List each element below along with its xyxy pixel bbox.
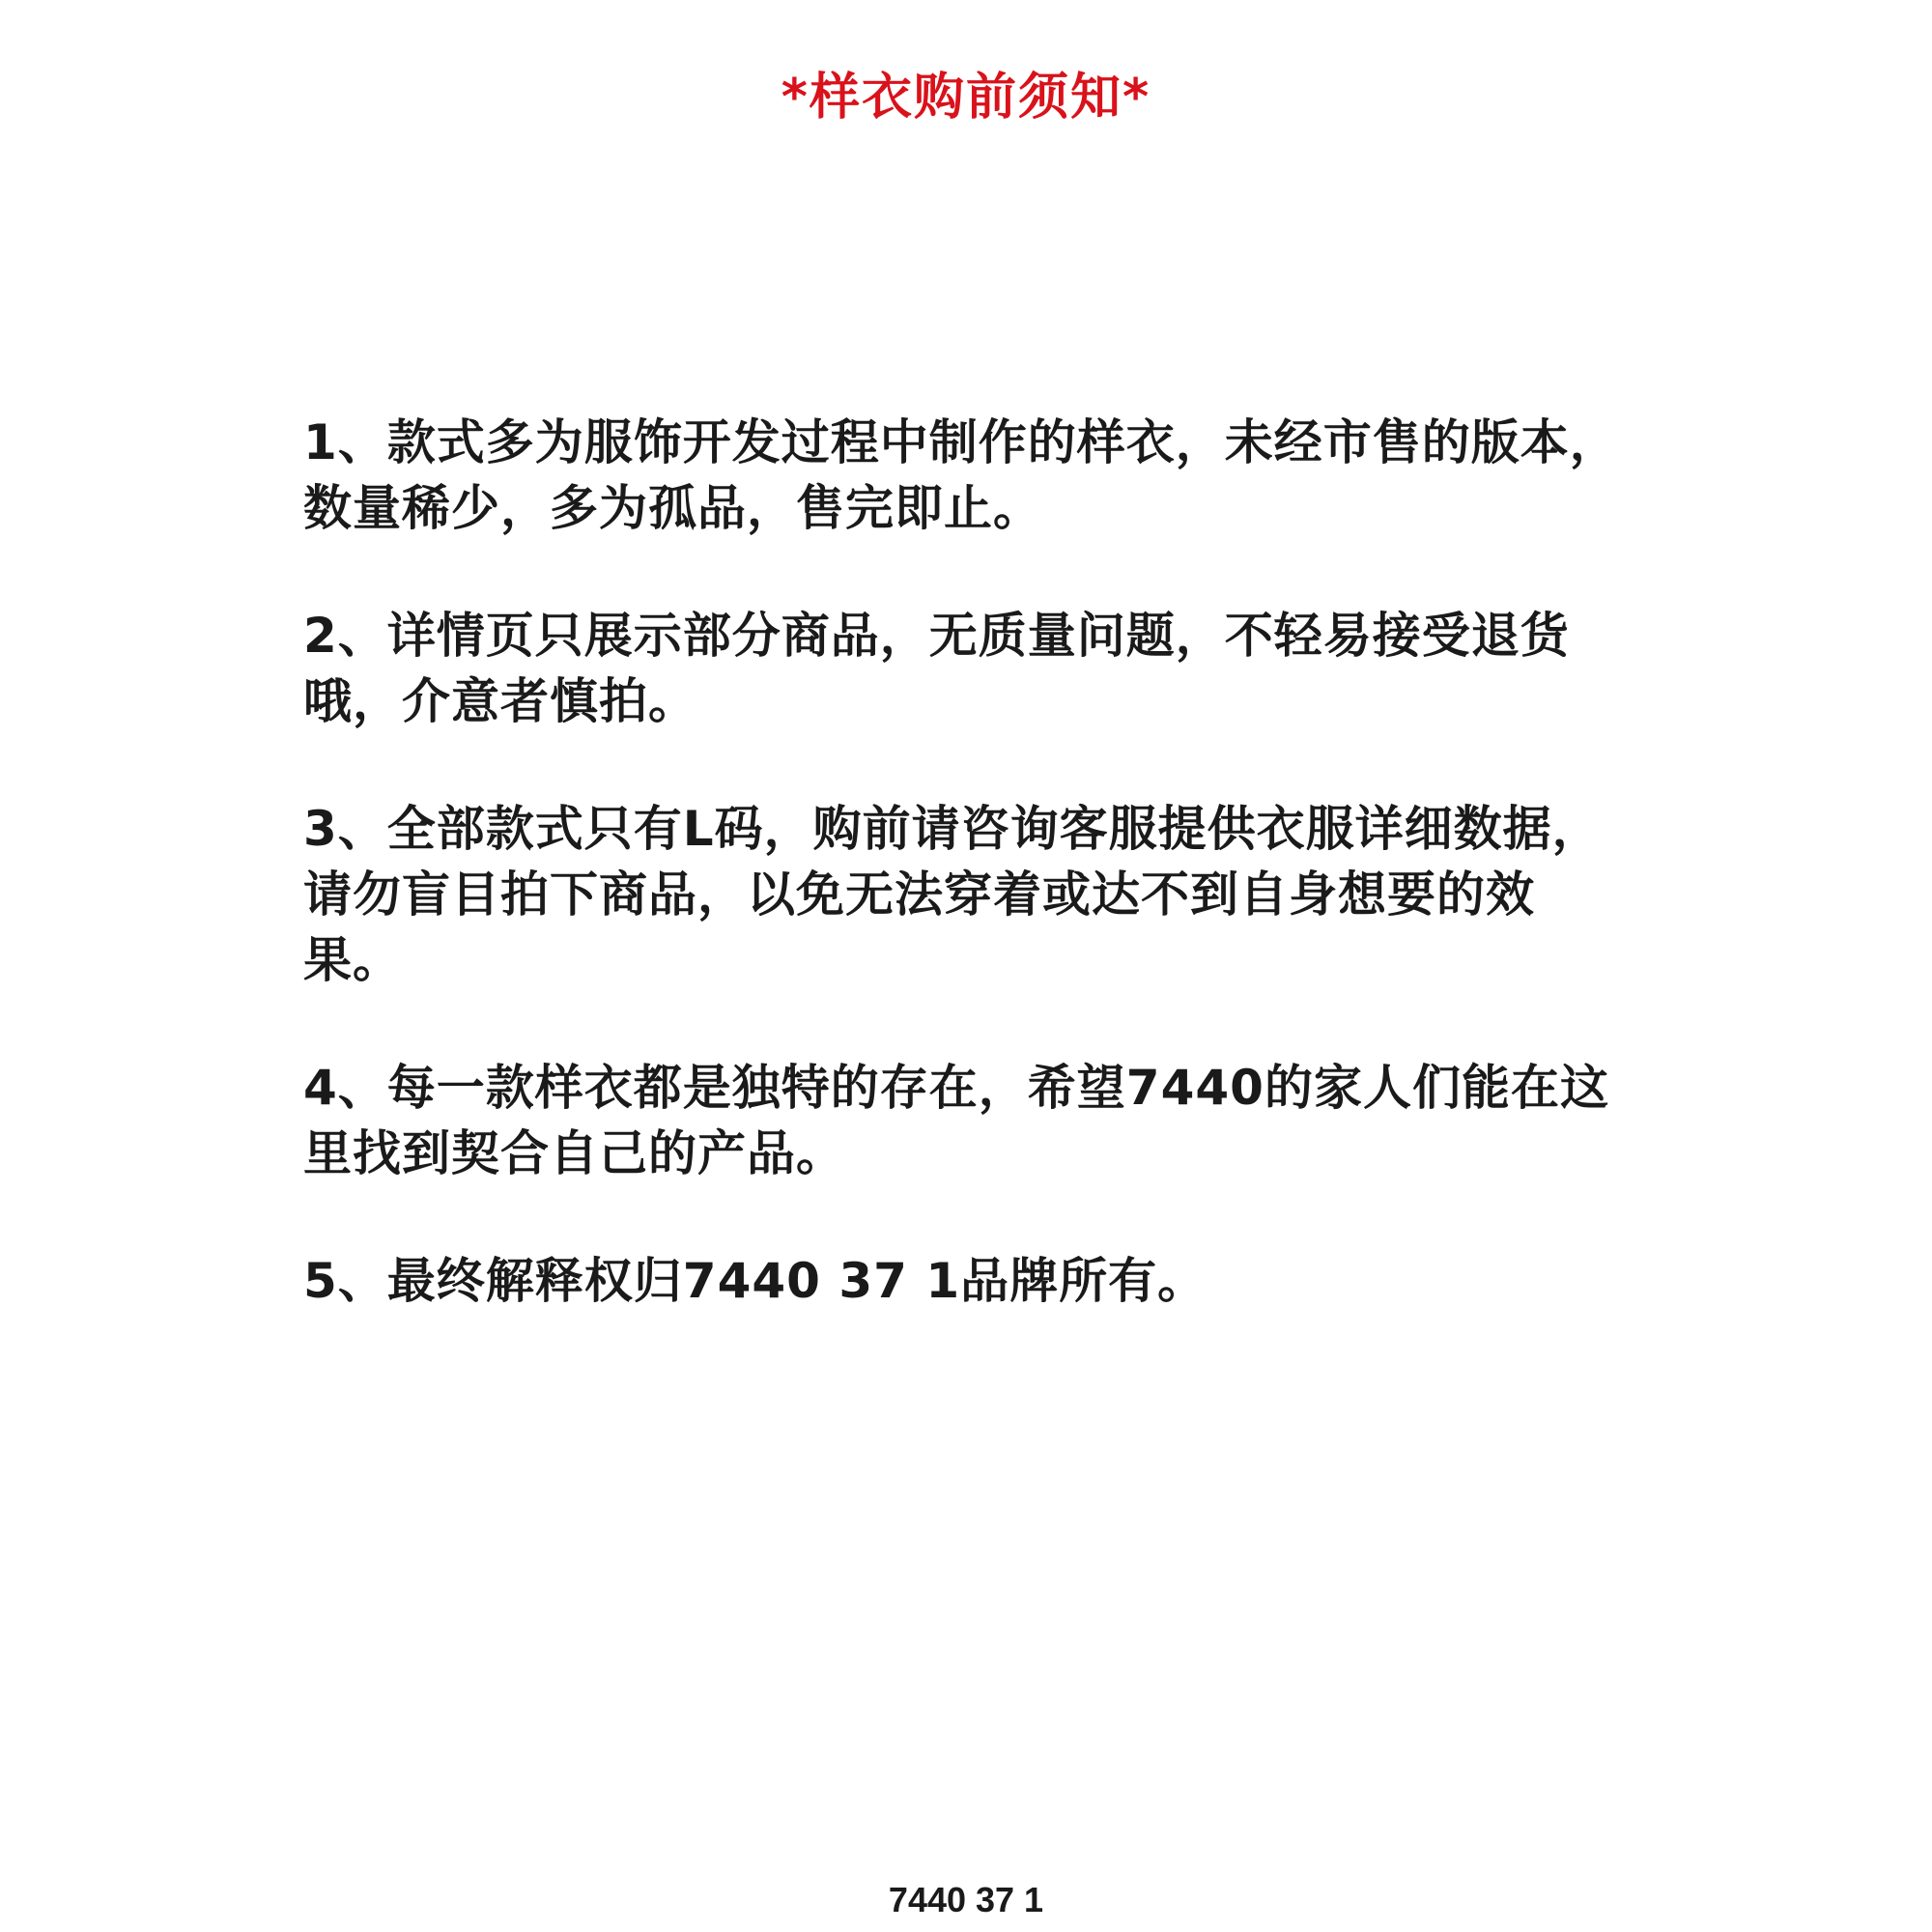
page-title: *样衣购前须知* <box>781 69 1151 127</box>
notice-list <box>303 410 1627 1376</box>
notice-item-5: 5、最终解释权归7440 37 1品牌所有。 <box>303 1253 1208 1309</box>
notice-item-3: 3、全部款式只有L码，购前请咨询客服提供衣服详细数据，请勿盲目拍下商品，以免无法穿着或达不到自身想要的效果。 <box>303 801 1602 988</box>
brand-footer: 7440 37 1 <box>888 1880 1044 1919</box>
notice-item-4: 4、每一款样衣都是独特的存在，希望7440的家人们能在这里找到契合自己的产品。 <box>303 1060 1609 1181</box>
notice-item-1: 1、款式多为服饰开发过程中制作的样衣，未经市售的版本，数量稀少，多为孤品，售完即止。 <box>303 414 1619 536</box>
notice-item-2: 2、详情页只展示部分商品，无质量问题，不轻易接受退货哦，介意者慎拍。 <box>303 608 1570 729</box>
